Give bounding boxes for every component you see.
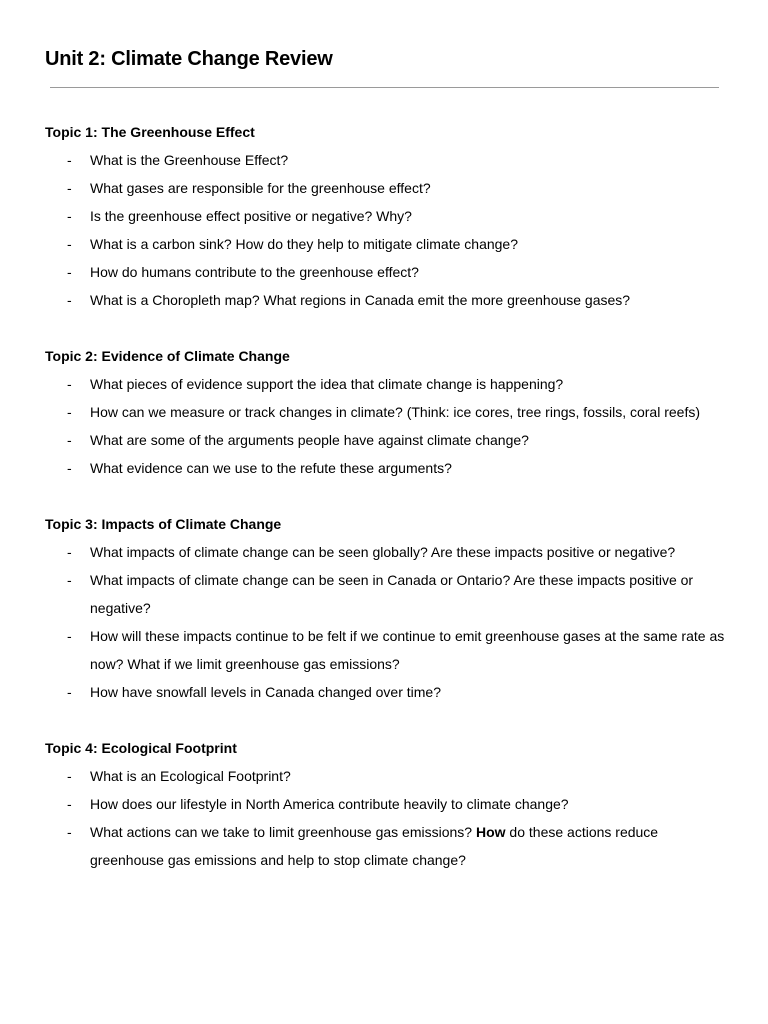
dash-bullet: - bbox=[67, 376, 72, 392]
question-text: How can we measure or track changes in climate? (Think: ice cores, tree rings, fossils, coral reefs) bbox=[90, 404, 701, 420]
question-item bbox=[45, 398, 735, 426]
question-item bbox=[45, 566, 735, 622]
dash-bullet: - bbox=[67, 180, 72, 196]
horizontal-divider bbox=[50, 87, 719, 88]
question-emphasis: How bbox=[475, 824, 506, 840]
question-item bbox=[45, 538, 735, 566]
question-text: Is the greenhouse effect positive or negative? Why? bbox=[90, 208, 412, 224]
dash-bullet: - bbox=[67, 460, 72, 476]
topics-container bbox=[45, 118, 735, 902]
question-text: How have snowfall levels in Canada changed over time? bbox=[90, 684, 441, 700]
dash-bullet: - bbox=[67, 684, 72, 700]
dash-bullet: - bbox=[67, 208, 72, 224]
question-list bbox=[45, 538, 735, 706]
question-item bbox=[45, 202, 735, 230]
question-item bbox=[45, 286, 735, 314]
topic-heading: Topic 1: The Greenhouse Effect bbox=[45, 124, 255, 140]
question-list bbox=[45, 762, 735, 874]
dash-bullet: - bbox=[67, 572, 72, 588]
question-item bbox=[45, 622, 735, 678]
question-list bbox=[45, 146, 735, 314]
question-text: What is a Choropleth map? What regions in Canada emit the more greenhouse gases? bbox=[90, 292, 631, 308]
question-text: What impacts of climate change can be seen globally? Are these impacts positive or negative? bbox=[90, 544, 676, 560]
question-text: How do humans contribute to the greenhouse effect? bbox=[90, 264, 419, 280]
question-text: What impacts of climate change can be seen in Canada or Ontario? Are these impacts positive or negative? bbox=[90, 572, 694, 616]
topic-heading: Topic 4: Ecological Footprint bbox=[45, 740, 237, 756]
dash-bullet: - bbox=[67, 768, 72, 784]
dash-bullet: - bbox=[67, 236, 72, 252]
question-item bbox=[45, 426, 735, 454]
question-text: What pieces of evidence support the idea that climate change is happening? bbox=[90, 376, 564, 392]
question-text: What actions can we take to limit greenhouse gas emissions? bbox=[90, 824, 476, 840]
question-item bbox=[45, 818, 735, 874]
question-item bbox=[45, 790, 735, 818]
question-item bbox=[45, 230, 735, 258]
dash-bullet: - bbox=[67, 544, 72, 560]
dash-bullet: - bbox=[67, 292, 72, 308]
question-text: How does our lifestyle in North America contribute heavily to climate change? bbox=[90, 796, 569, 812]
question-item bbox=[45, 174, 735, 202]
dash-bullet: - bbox=[67, 824, 72, 840]
question-text: What gases are responsible for the greenhouse effect? bbox=[90, 180, 431, 196]
dash-bullet: - bbox=[67, 404, 72, 420]
question-item bbox=[45, 146, 735, 174]
question-item bbox=[45, 454, 735, 482]
topic-section bbox=[45, 510, 735, 706]
question-text: What evidence can we use to the refute these arguments? bbox=[90, 460, 452, 476]
topic-heading: Topic 2: Evidence of Climate Change bbox=[45, 348, 290, 364]
question-item bbox=[45, 762, 735, 790]
question-item bbox=[45, 258, 735, 286]
question-text: What are some of the arguments people have against climate change? bbox=[90, 432, 529, 448]
question-text: What is a carbon sink? How do they help to mitigate climate change? bbox=[90, 236, 519, 252]
question-text: do these actions reduce greenhouse gas emissions and help to stop climate change? bbox=[90, 824, 659, 868]
dash-bullet: - bbox=[67, 432, 72, 448]
question-text: How will these impacts continue to be felt if we continue to emit greenhouse gases at the same rate as now? What if we limit greenhouse gas emissions? bbox=[90, 628, 725, 672]
dash-bullet: - bbox=[67, 628, 72, 644]
topic-section bbox=[45, 342, 735, 482]
dash-bullet: - bbox=[67, 796, 72, 812]
dash-bullet: - bbox=[67, 152, 72, 168]
topic-heading: Topic 3: Impacts of Climate Change bbox=[45, 516, 282, 532]
topic-section bbox=[45, 118, 735, 314]
document-title: Unit 2: Climate Change Review bbox=[45, 48, 333, 70]
topic-section bbox=[45, 734, 735, 874]
question-item bbox=[45, 678, 735, 706]
question-text: What is the Greenhouse Effect? bbox=[90, 152, 289, 168]
question-item bbox=[45, 370, 735, 398]
question-text: What is an Ecological Footprint? bbox=[90, 768, 291, 784]
question-list bbox=[45, 370, 735, 482]
dash-bullet: - bbox=[67, 264, 72, 280]
